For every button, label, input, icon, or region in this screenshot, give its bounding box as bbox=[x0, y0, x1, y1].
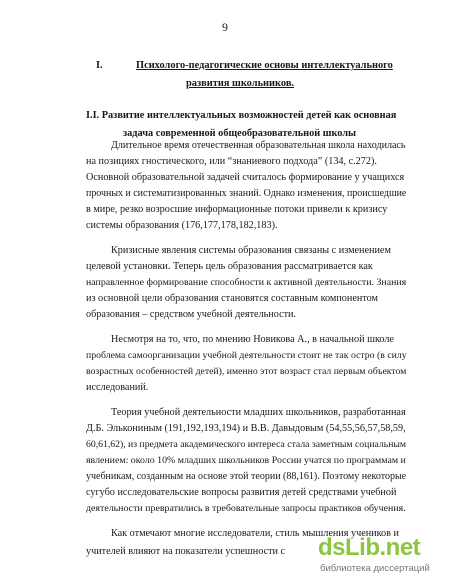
text-line: направленное формирование способности к активной деятельности. Знания bbox=[86, 277, 407, 288]
text-line: сугубо исследовательские вопросы развития детей средствами учебной bbox=[86, 487, 397, 498]
text-line: возрастных особенностей детей), именно этот возраст стал первым объектом bbox=[86, 366, 407, 377]
watermark-logo: dsLib.net bbox=[318, 534, 421, 561]
text-line: на позициях гностического, или “знаниевого подхода” (134, с.272). bbox=[86, 156, 377, 167]
text-line: целевой установки. Теперь цель образования рассматривается как bbox=[86, 261, 373, 272]
text-line: явлением: около 10% младших школьников России учатся по программам и bbox=[86, 455, 406, 466]
text-line: образования – средством учебной деятельности. bbox=[86, 309, 297, 320]
text-line: прочных и систематизированных знаний. Однако изменения, происшедшие bbox=[86, 188, 407, 199]
text-line: Основной образовательной задачей считалось формирование у учащихся bbox=[86, 172, 405, 183]
text-line: Несмотря на то, что, по мнению Новикова А., в начальной школе bbox=[111, 334, 394, 345]
chapter-title-line2: развития школьников. bbox=[186, 78, 295, 89]
text-line: проблема самоорганизации учебной деятельности стоит не так остро (в силу bbox=[86, 350, 407, 361]
page-number: 9 bbox=[222, 20, 228, 34]
text-line: исследований. bbox=[86, 382, 149, 393]
text-line: Д.Б. Элькониным (191,192,193,194) и В.В. Давыдовым (54,55,56,57,58,59, bbox=[86, 423, 406, 434]
text-line: в мире, резко возросшие информационные потоки привели к кризису bbox=[86, 204, 388, 215]
text-line: из основной цели образования становятся составным компонентом bbox=[86, 293, 378, 304]
text-line: учителей влияют на показатели успешности с bbox=[86, 546, 286, 557]
text-line: системы образования (176,177,178,182,183). bbox=[86, 220, 278, 231]
text-line: деятельности превратились в требовательные запросы практиков обучения. bbox=[86, 503, 406, 514]
text-line: 60,61,62), из предмета академического интереса стала заметным социальным bbox=[86, 439, 407, 450]
text-line: Как отмечают многие исследователи, стиль мышления учеников и bbox=[111, 528, 399, 539]
section-title-line1: I.I. Развитие интеллектуальных возможностей детей как основная bbox=[86, 110, 397, 121]
chapter-number: I. bbox=[96, 60, 103, 71]
chapter-title-line1: Психолого-педагогические основы интеллектуального bbox=[136, 60, 393, 71]
watermark-subtitle: библиотека диссертаций bbox=[320, 563, 430, 574]
text-line: учебникам, созданным на основе этой теории (88,161). Поэтому некоторые bbox=[86, 471, 407, 482]
watermark bbox=[318, 534, 446, 578]
section-title-line2: задача современной общеобразовательной школы bbox=[123, 128, 357, 139]
text-line: Теория учебной деятельности младших школьников, разработанная bbox=[111, 407, 406, 418]
text-line: Кризисные явления системы образования связаны с изменением bbox=[111, 245, 391, 256]
text-line: Длительное время отечественная образовательная школа находилась bbox=[111, 140, 406, 151]
